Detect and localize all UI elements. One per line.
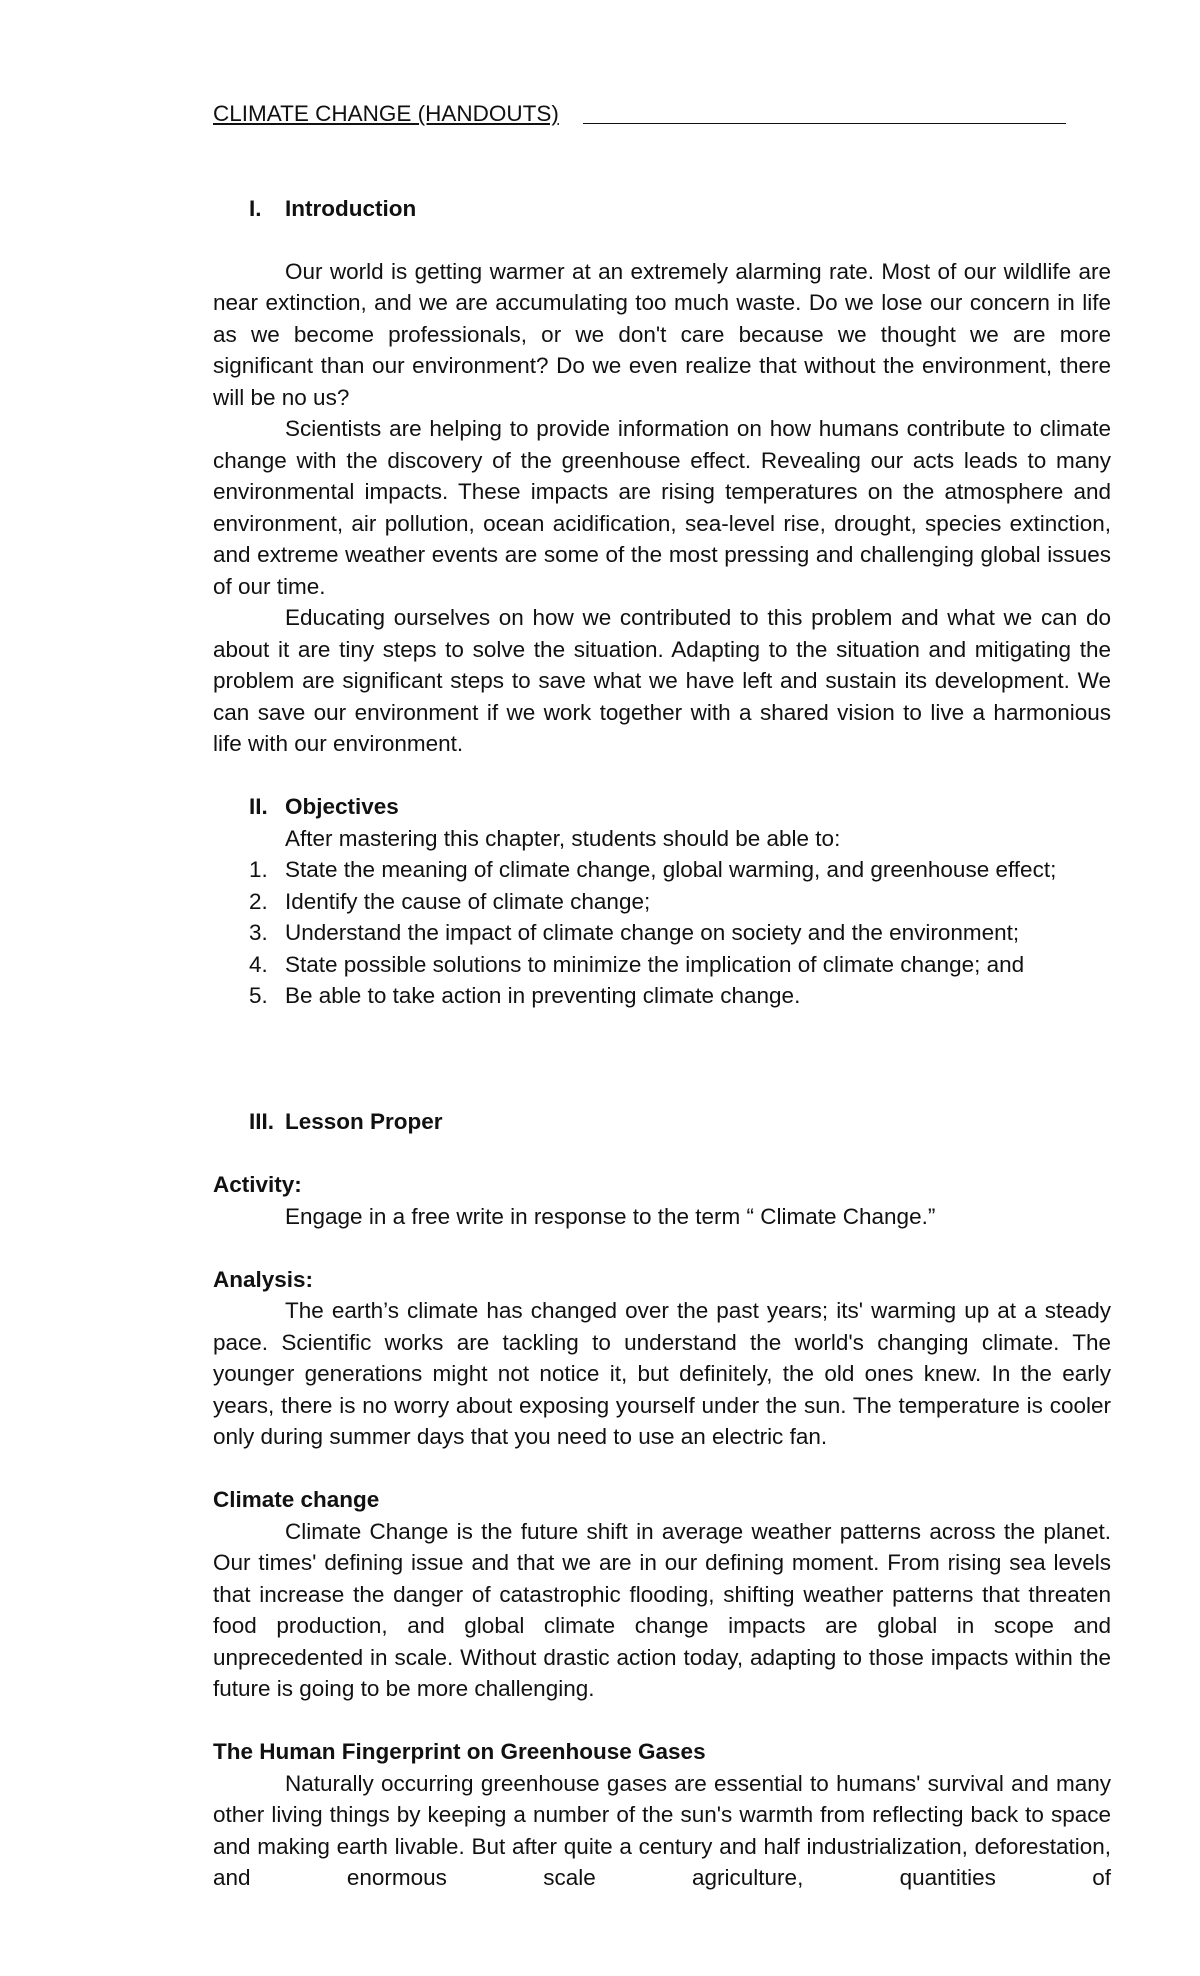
list-item [213,886,1111,918]
list-item-text: Understand the impact of climate change on society and the environment; [285,920,1020,945]
list-item-text: State possible solutions to minimize the implication of climate change; and [285,951,1025,977]
list-item-number: 3. [249,920,268,945]
analysis-heading: Analysis: [213,1266,314,1292]
intro-paragraph-3: Educating ourselves on how we contributed to this problem and what we can do about it are tiny steps to solve the situation. Adapting to the situation and mitigating the problem are significant steps to save what we have left and sustain its development. We can save our environment if we work together with a shared vision to live a harmonious life with our environment. [213,605,1111,756]
list-item-text: Be able to take action in preventing climate change. [285,983,801,1008]
activity-heading: Activity: [213,1172,302,1197]
list-item [213,949,1111,981]
intro-paragraph-2: Scientists are helping to provide information on how humans contribute to climate change with the discovery of the greenhouse effect. Revealing our acts leads to many environmental impacts. These impacts are rising temperatures on the atmosphere and environment, air pollution, ocean acidification, sea-level rise, drought, species extinction, and extreme weather events are some of the most pressing and challenging global issues of our time. [213,416,1111,599]
list-item [213,854,1111,886]
list-item-number: 5. [249,983,268,1008]
section-number: III. [249,1109,275,1134]
list-item-number: 4. [249,951,268,977]
document-page [213,98,1111,1894]
list-item-text: Identify the cause of climate change; [285,888,651,914]
section-objectives-heading [213,791,1111,823]
section-lesson-heading [213,1106,1111,1138]
document-title-text: CLIMATE CHANGE (HANDOUTS) [213,101,559,126]
analysis-paragraph: The earth’s climate has changed over the past years; its' warming up at a steady pace. Scientific works are tackling to understand the world's changing climate. The younger generations might not notice it, but definitely, the old ones knew. In the early years, there is no worry about exposing yourself under the sun. The temperature is cooler only during summer days that you need to use an electric fan. [213,1298,1111,1449]
objectives-list [213,854,1111,1012]
list-item-number: 1. [249,857,268,882]
section-title: Introduction [285,195,417,221]
climate-change-heading: Climate change [213,1487,380,1512]
section-title: Objectives [285,794,399,819]
section-introduction-heading [213,193,1111,225]
list-item [213,980,1111,1012]
objectives-lead: After mastering this chapter, students should be able to: [285,825,841,851]
list-item-text: State the meaning of climate change, global warming, and greenhouse effect; [285,857,1057,882]
document-title [213,98,1111,130]
section-title: Lesson Proper [285,1109,443,1134]
climate-change-paragraph: Climate Change is the future shift in average weather patterns across the planet. Our times' defining issue and that we are in our defining moment. From rising sea levels that increase the danger of catastrophic flooding, shifting weather patterns that threaten food production, and global climate change impacts are global in scope and unprecedented in scale. Without drastic action today, adapting to those impacts within the future is going to be more challenging. [213,1518,1111,1701]
activity-text: Engage in a free write in response to the term “ Climate Change.” [285,1203,936,1229]
list-item [213,917,1111,949]
fingerprint-heading: The Human Fingerprint on Greenhouse Gases [213,1739,706,1764]
fingerprint-paragraph: Naturally occurring greenhouse gases are essential to humans' survival and many other living things by keeping a number of the sun's warmth from reflecting back to space and making earth livable. But after quite a century and half industrialization, deforestation, and enormous scale agriculture, quantities of [213,1770,1111,1890]
section-number: II. [249,794,268,819]
title-underline-rule [583,123,1066,124]
section-number: I. [249,195,262,221]
intro-paragraph-1: Our world is getting warmer at an extremely alarming rate. Most of our wildlife are near extinction, and we are accumulating too much waste. Do we lose our concern in life as we become professionals, or we don't care because we thought we are more significant than our environment? Do we even realize that without the environment, there will be no us? [213,258,1111,410]
list-item-number: 2. [249,888,268,914]
